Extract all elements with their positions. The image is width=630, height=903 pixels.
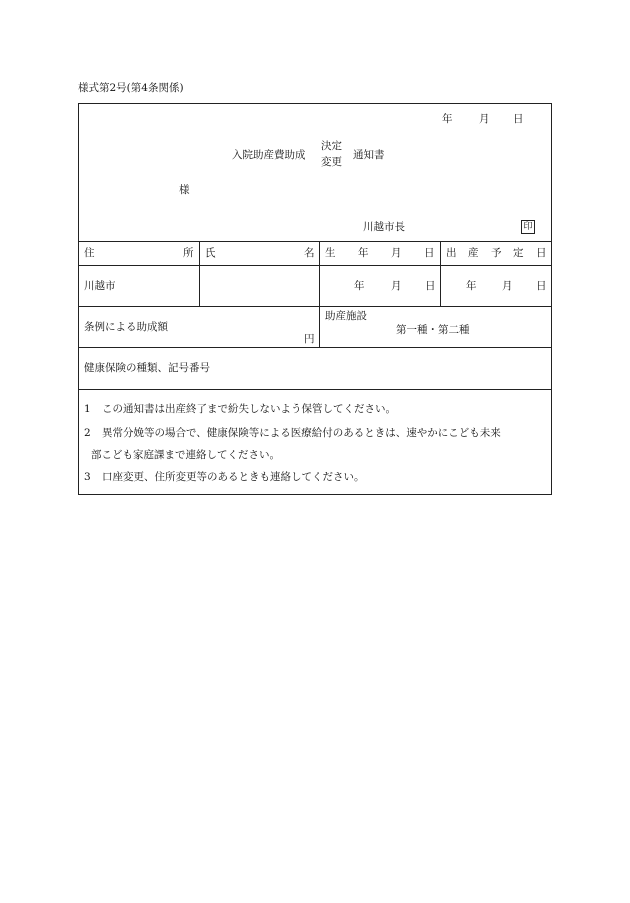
birth-label-char: 年 (358, 247, 369, 259)
note-text: この通知書は出産終了まで紛失しないよう保管してください。 (102, 403, 396, 415)
title-option-change: 変更 (321, 156, 342, 168)
yen-unit: 円 (304, 333, 315, 345)
birth-month-unit: 月 (391, 280, 402, 292)
divider (78, 347, 552, 348)
note-text: 口座変更、住所変更等のあるときも連絡してください。 (102, 471, 365, 483)
address-value: 川越市 (84, 280, 116, 292)
birth-day-unit: 日 (425, 280, 436, 292)
facility-value: 第一種・第二種 (396, 324, 470, 336)
due-year-unit: 年 (466, 280, 477, 292)
title-suffix: 通知書 (353, 149, 385, 161)
date-month-label: 月 (479, 113, 490, 125)
insurance-label: 健康保険の種類、記号番号 (84, 362, 210, 374)
seal-mark: 印 (521, 220, 535, 234)
name-label-start: 氏 (205, 247, 216, 259)
note-number: 3 (84, 471, 91, 483)
note-number: 1 (84, 403, 91, 415)
address-label-end: 所 (183, 247, 194, 259)
form-number: 様式第2号(第4条関係) (78, 82, 184, 94)
address-label-start: 住 (84, 247, 95, 259)
title-main: 入院助産費助成 (232, 149, 306, 161)
due-label-char: 出 (446, 247, 457, 259)
date-day-label: 日 (513, 113, 524, 125)
name-label-end: 名 (304, 247, 315, 259)
due-label-char: 日 (536, 247, 547, 259)
due-label-char: 産 (468, 247, 479, 259)
due-label-char: 定 (513, 247, 524, 259)
birth-label-char: 月 (391, 247, 402, 259)
due-label-char: 予 (491, 247, 502, 259)
facility-label: 助産施設 (325, 310, 367, 322)
addressee-suffix: 様 (179, 184, 190, 196)
birth-year-unit: 年 (354, 280, 365, 292)
divider (78, 265, 552, 266)
divider (78, 241, 552, 242)
subsidy-label: 条例による助成額 (84, 321, 168, 333)
divider (440, 241, 441, 306)
divider (199, 241, 200, 306)
note-text-continuation: 部こども家庭課まで連絡してください。 (91, 449, 280, 461)
birth-label-char: 生 (325, 247, 336, 259)
note-text: 異常分娩等の場合で、健康保険等による医療給付のあるときは、速やかにこども未来 (102, 427, 501, 439)
note-number: 2 (84, 427, 91, 439)
divider (319, 241, 320, 347)
divider (78, 389, 552, 390)
due-month-unit: 月 (502, 280, 513, 292)
date-year-label: 年 (442, 113, 453, 125)
title-option-decision: 決定 (321, 140, 342, 152)
divider (78, 306, 552, 307)
issuer: 川越市長 (363, 221, 405, 233)
birth-label-char: 日 (424, 247, 435, 259)
due-day-unit: 日 (536, 280, 547, 292)
